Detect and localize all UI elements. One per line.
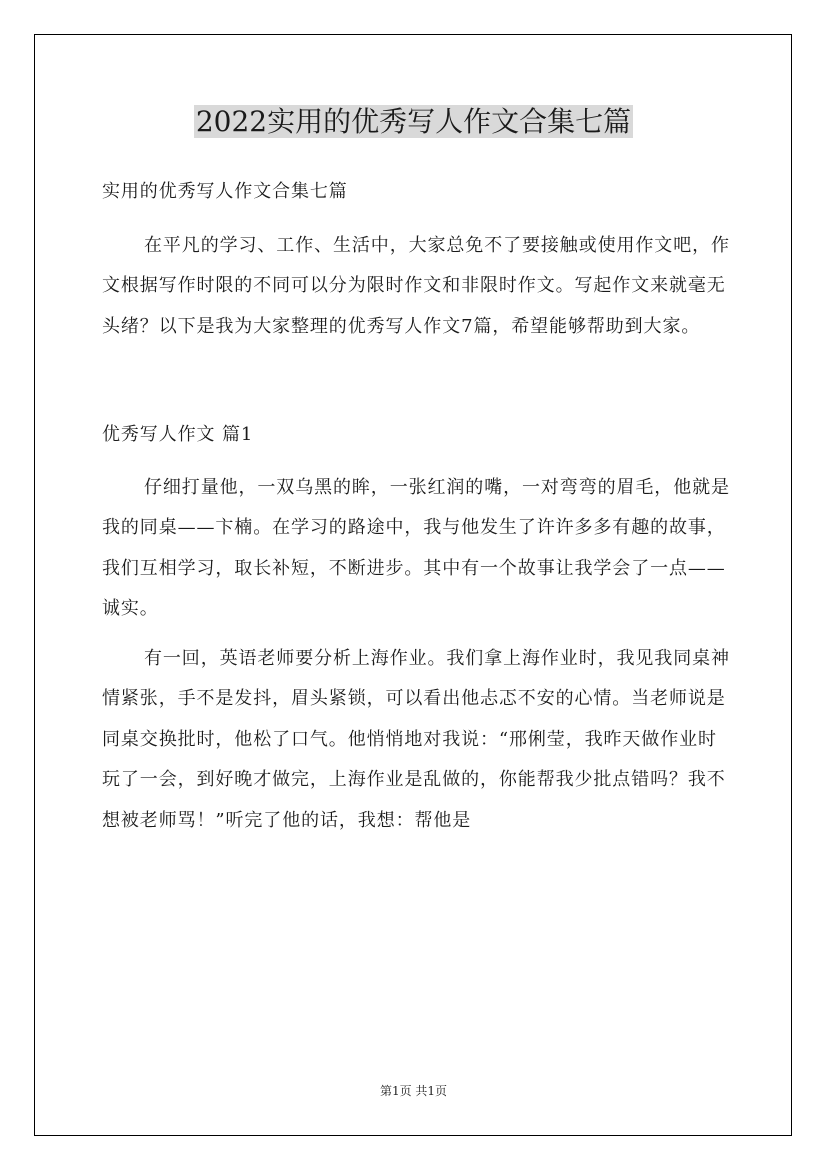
body-paragraph: 仔细打量他，一双乌黑的眸，一张红润的嘴，一对弯弯的眉毛，他就是我的同桌——卞楠。在学习的路途中，我与他发生了许许多多有趣的故事，我们互相学习，取长补短，不断进步。其中有一个故事让我学会了一点——诚实。 bbox=[102, 476, 730, 619]
document-title-text: 2022实用的优秀写人作文合集七篇 bbox=[195, 105, 632, 138]
document-body bbox=[102, 172, 732, 841]
document-subtitle: 实用的优秀写人作文合集七篇 bbox=[102, 181, 348, 202]
intro-paragraph: 在平凡的学习、工作、生活中，大家总免不了要接触或使用作文吧，作文根据写作时限的不同可以分为限时作文和非限时作文。写起作文来就毫无头绪？以下是我为大家整理的优秀写人作文7篇，希望能够帮助到大家。 bbox=[102, 234, 730, 337]
body-paragraph: 有一回，英语老师要分析上海作业。我们拿上海作业时，我见我同桌神情紧张，手不是发抖，眉头紧锁，可以看出他忐忑不安的心情。当老师说是同桌交换批时，他松了口气。他悄悄地对我说：“邢俐莹，我昨天做作业时玩了一会，到好晚才做完，上海作业是乱做的，你能帮我少批点错吗？我不想被老师骂！”听完了他的话，我想：帮他是 bbox=[102, 647, 730, 831]
document-title bbox=[0, 100, 827, 144]
section-heading: 优秀写人作文 篇1 bbox=[102, 424, 254, 445]
page-footer: 第1页 共1页 bbox=[379, 1084, 448, 1098]
